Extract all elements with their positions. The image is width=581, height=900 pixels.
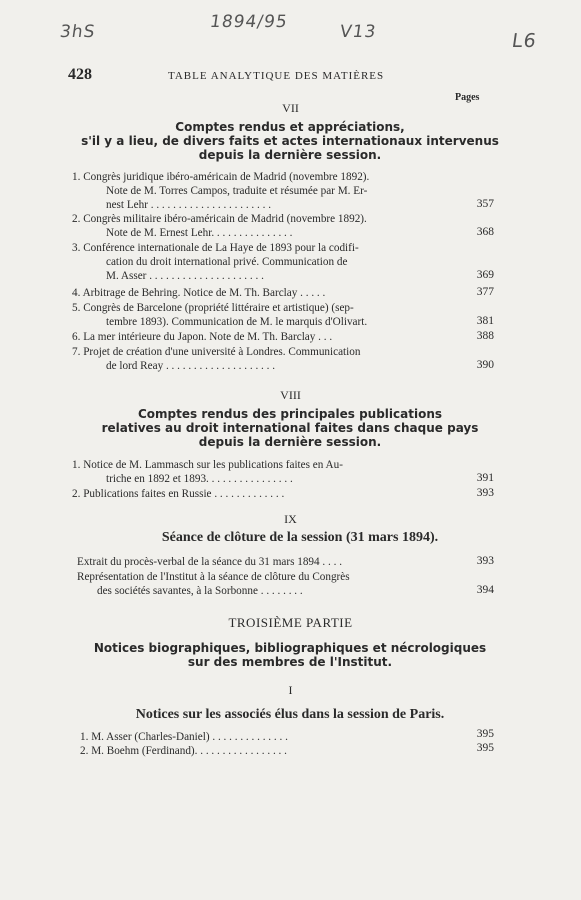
handwritten-note-middle: 1894/95	[208, 12, 290, 32]
handwritten-note-right: L6	[510, 30, 539, 52]
section-9-numeral: IX	[284, 512, 297, 526]
section-8-numeral: VIII	[280, 388, 301, 402]
toc-entry: 2. Publications faites en Russie . . . . . . . . . . . . .	[72, 488, 285, 500]
section-9-title: Séance de clôture de la session (31 mars 1894).	[161, 530, 439, 545]
page-ref: 393	[476, 555, 494, 567]
toc-entry: 1. Notice de M. Lammasch sur les publications faites en Au- triche en 1892 et 1893. . . . . . . . . . . . . . . .	[72, 459, 343, 485]
page-ref: 395	[476, 742, 494, 754]
toc-entry: 6. La mer intérieure du Japon. Note de M. Th. Barclay . . .	[72, 331, 333, 343]
handwritten-note-left: 3hS	[58, 22, 97, 42]
section-1-title: Notices sur les associés élus dans la session de Paris.	[135, 707, 445, 722]
toc-entry: 4. Arbitrage de Behring. Notice de M. Th. Barclay . . . . .	[72, 287, 326, 299]
page-ref: 395	[476, 728, 494, 740]
page-ref: 393	[476, 487, 494, 499]
toc-entry: 5. Congrès de Barcelone (propriété littéraire et artistique) (sep- tembre 1893). Communication de M. le marquis d'Olivart.	[72, 302, 368, 328]
page-ref: 368	[476, 226, 494, 238]
section-8-title: Comptes rendus des principales publications relatives au droit international faites dans chaque pays depuis la dernière session.	[101, 407, 479, 449]
toc-entry: 2. M. Boehm (Ferdinand). . . . . . . . . . . . . . . . .	[80, 745, 287, 757]
running-title: TABLE ANALYTIQUE DES MATIÈRES	[168, 70, 385, 82]
toc-entry: 2. Congrès militaire ibéro-américain de Madrid (novembre 1892). Note de M. Ernest Lehr. . . . . . . . . . . . . . .	[72, 213, 367, 239]
page-ref: 357	[476, 198, 494, 210]
page-ref: 394	[476, 584, 494, 596]
page-ref: 381	[476, 315, 494, 327]
section-7-title: Comptes rendus et appréciations, s'il y a lieu, de divers faits et actes internationaux intervenus depuis la dernière session.	[81, 120, 499, 162]
page-ref: 390	[476, 359, 494, 371]
toc-entry: 1. Congrès juridique ibéro-américain de Madrid (novembre 1892). Note de M. Torres Campos, traduite et résumée par M. Er- nest Lehr . . . . . . . . . . . . . . . . . . . . . .	[72, 171, 370, 211]
page-ref: 377	[476, 286, 494, 298]
part-3-title: Notices biographiques, bibliographiques et nécrologiques sur des membres de l'Institut.	[93, 641, 487, 669]
section-1-numeral: I	[288, 683, 293, 697]
handwritten-note-volume: V13	[338, 22, 378, 42]
page-number: 428	[68, 66, 92, 83]
part-3-heading: TROISIÈME PARTIE	[228, 615, 353, 630]
toc-entry: Représentation de l'Institut à la séance de clôture du Congrès des sociétés savantes, à la Sorbonne . . . . . . . .	[77, 571, 350, 597]
section-7-numeral: VII	[282, 101, 299, 115]
page-ref: 391	[476, 472, 494, 484]
pages-column-label: Pages	[455, 92, 480, 103]
toc-entry: 7. Projet de création d'une université à Londres. Communication de lord Reay . . . . . . . . . . . . . . . . . . . .	[72, 346, 361, 372]
toc-entry: 3. Conférence internationale de La Haye de 1893 pour la codifi- cation du droit international privé. Communication de M. Asser . . . . . . . . . . . . . . . . . . . . .	[72, 242, 359, 282]
page-ref: 369	[476, 269, 494, 281]
page-ref: 388	[476, 330, 494, 342]
toc-entry: 1. M. Asser (Charles-Daniel) . . . . . . . . . . . . . .	[80, 731, 288, 743]
toc-entry: Extrait du procès-verbal de la séance du 31 mars 1894 . . . .	[77, 556, 342, 568]
